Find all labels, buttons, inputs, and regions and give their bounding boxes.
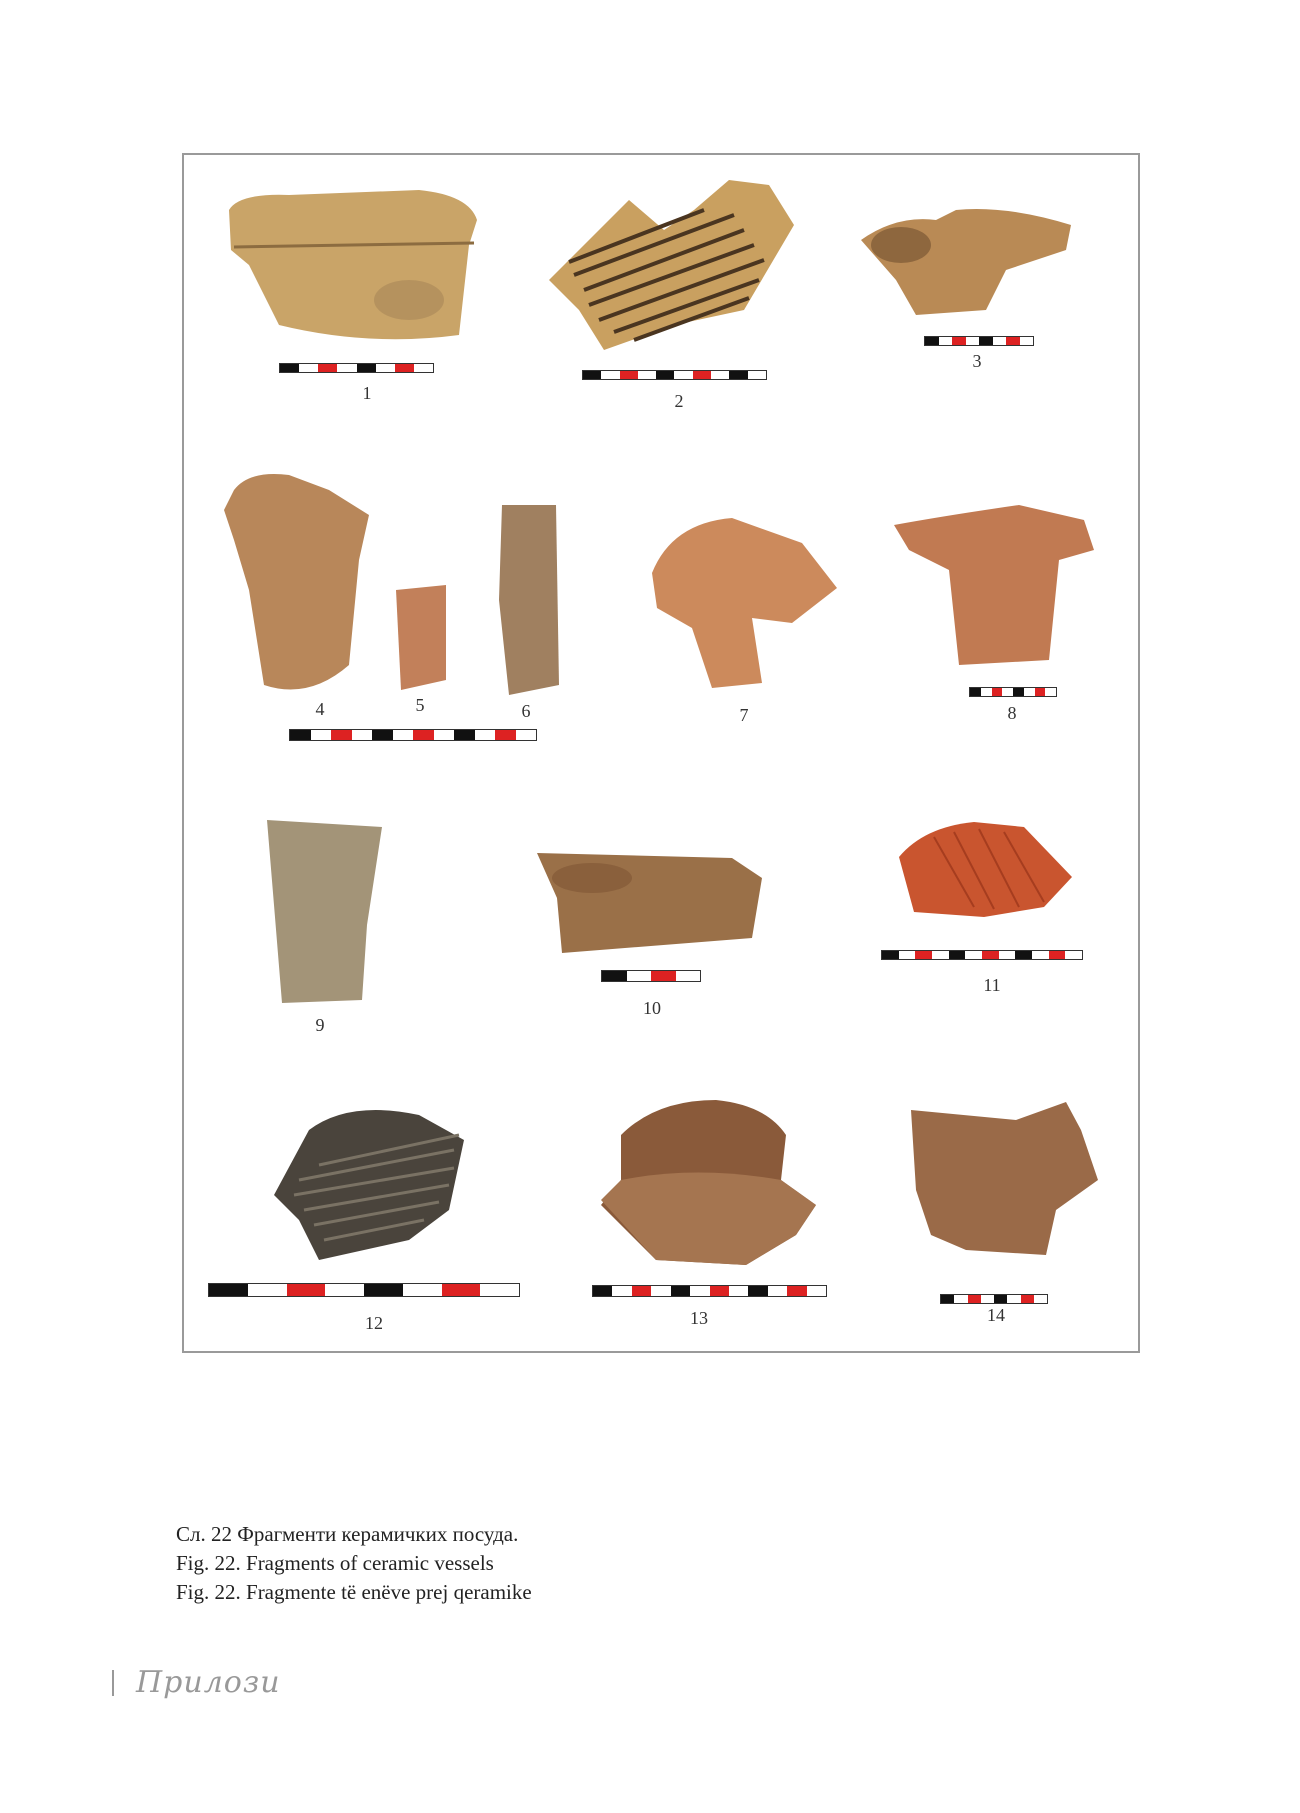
fragment-7-image <box>642 513 842 693</box>
scale-bar-8 <box>969 687 1057 697</box>
fragment-label-5: 5 <box>415 695 425 715</box>
fragment-1-image <box>219 185 484 345</box>
fragment-label-2: 2 <box>674 391 684 411</box>
fragment-14-image <box>906 1100 1101 1260</box>
fragment-10-image <box>532 848 764 958</box>
scale-bar-2 <box>582 370 767 380</box>
fragment-label-11: 11 <box>983 975 1001 995</box>
fragment-3-image <box>856 200 1081 320</box>
fragment-6-image <box>494 500 564 700</box>
fragment-8-image <box>889 500 1099 670</box>
figure-plate <box>182 153 1140 1353</box>
fragment-5-image <box>391 580 451 695</box>
fragment-label-6: 6 <box>521 701 531 721</box>
scale-bar-10 <box>601 970 701 982</box>
scale-bar-1 <box>279 363 434 373</box>
fragment-13-image <box>596 1095 821 1270</box>
caption-line-albanian: Fig. 22. Fragmente të enëve prej qeramike <box>176 1580 532 1604</box>
fragment-label-13: 13 <box>690 1308 708 1328</box>
scale-bar-3 <box>924 336 1034 346</box>
fragment-label-4: 4 <box>315 699 325 719</box>
fragment-label-14: 14 <box>987 1305 1005 1325</box>
fragment-label-12: 12 <box>365 1313 383 1333</box>
fragment-11-image <box>894 817 1074 922</box>
scale-bar-4-6 <box>289 729 537 741</box>
fragment-label-10: 10 <box>643 998 661 1018</box>
fragment-label-7: 7 <box>739 705 749 725</box>
fragment-12-image <box>269 1100 469 1265</box>
caption-line-english: Fig. 22. Fragments of ceramic vessels <box>176 1551 494 1575</box>
footer-divider <box>112 1670 114 1696</box>
scale-bar-14 <box>940 1294 1048 1304</box>
page-footer <box>112 1665 281 1700</box>
fragment-label-9: 9 <box>315 1015 325 1035</box>
figure-caption <box>176 1520 532 1607</box>
fragment-4-image <box>219 470 369 700</box>
fragment-label-1: 1 <box>362 383 372 403</box>
fragment-label-8: 8 <box>1007 703 1017 723</box>
caption-line-serbian: Сл. 22 Фрагменти керамичких посуда. <box>176 1522 519 1546</box>
fragment-2-image <box>544 170 804 355</box>
footer-section-title: Прилози <box>136 1665 281 1700</box>
scale-bar-12 <box>208 1283 520 1297</box>
scale-bar-11 <box>881 950 1083 960</box>
scale-bar-13 <box>592 1285 827 1297</box>
fragment-label-3: 3 <box>972 351 982 371</box>
fragment-9-image <box>262 815 387 1005</box>
